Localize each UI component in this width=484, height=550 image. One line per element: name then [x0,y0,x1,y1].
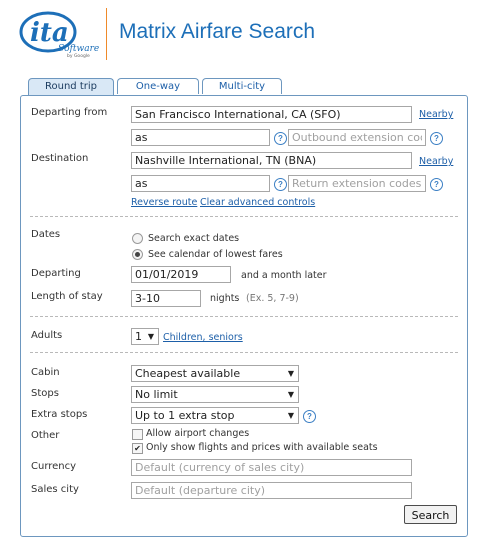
extra-stops-label: Extra stops [31,409,88,420]
help-icon-outbound-ext[interactable]: ? [430,132,443,145]
return-ext-code-input[interactable] [131,175,270,192]
chevron-down-icon: ▼ [287,411,294,420]
stops-label: Stops [31,388,59,399]
section-divider [30,316,458,317]
cabin-label: Cabin [31,367,60,378]
children-seniors-link[interactable]: Children, seniors [163,332,243,343]
departing-range-text: and a month later [241,270,327,281]
sales-city-label: Sales city [31,484,79,495]
adults-value: 1 [135,330,142,343]
logo-sub: Software [58,44,100,54]
help-icon-extra-stops[interactable]: ? [303,410,316,423]
currency-input[interactable] [131,459,412,476]
destination-label: Destination [31,153,89,164]
return-extension-codes-input[interactable] [288,175,426,192]
extra-stops-value: Up to 1 extra stop [135,409,235,422]
dates-label: Dates [31,229,61,240]
cabin-value: Cheapest available [135,367,241,380]
outbound-ext-code-input[interactable] [131,129,270,146]
tab-multi-city[interactable]: Multi-city [202,78,282,94]
page-title: Matrix Airfare Search [119,20,316,43]
section-divider [30,216,458,217]
ita-software-logo [18,10,100,59]
chevron-down-icon: ▼ [147,332,154,341]
nearby-destination-link[interactable]: Nearby [419,156,454,167]
clear-advanced-controls-link[interactable]: Clear advanced controls [200,197,316,208]
chevron-down-icon: ▼ [287,390,294,399]
exact-dates-label: Search exact dates [148,233,240,244]
extra-stops-select[interactable] [131,407,299,424]
section-divider [30,352,458,353]
tab-round-trip[interactable]: Round trip [28,78,114,95]
logo-divider [106,8,107,60]
departing-from-label: Departing from [31,107,108,118]
departing-label: Departing [31,268,81,279]
adults-select[interactable] [131,328,159,345]
chevron-down-icon: ▼ [287,369,294,378]
departing-from-input[interactable] [131,106,412,123]
logo-word: ita [30,18,69,48]
allow-airport-changes-label: Allow airport changes [146,428,250,439]
stops-select[interactable] [131,386,299,403]
sales-city-input[interactable] [131,482,412,499]
nights-label: nights [210,293,240,304]
nearby-origin-link[interactable]: Nearby [419,109,454,120]
only-available-seats-label: Only show flights and prices with available seats [146,442,378,453]
cabin-select[interactable] [131,365,299,382]
logo-by: by Google [67,54,90,59]
help-icon-return-ext[interactable]: ? [430,178,443,191]
radio-exact-dates[interactable] [132,233,143,244]
reverse-route-link[interactable]: Reverse route [131,197,198,208]
help-icon-return-code[interactable]: ? [274,178,287,191]
allow-airport-changes-checkbox[interactable] [132,429,143,440]
destination-input[interactable] [131,152,412,169]
tab-one-way[interactable]: One-way [117,78,199,94]
length-of-stay-hint: (Ex. 5, 7-9) [246,293,299,304]
outbound-extension-codes-input[interactable] [288,129,426,146]
only-available-seats-checkbox[interactable]: ✔ [132,443,143,454]
currency-label: Currency [31,461,77,472]
help-icon-outbound-code[interactable]: ? [274,132,287,145]
calendar-lowest-fares-label: See calendar of lowest fares [148,249,283,260]
stops-value: No limit [135,388,178,401]
search-button[interactable]: Search [404,505,457,524]
other-label: Other [31,430,60,441]
length-of-stay-input[interactable] [131,290,201,307]
radio-calendar-lowest-fares[interactable] [132,249,143,260]
length-of-stay-label: Length of stay [31,291,103,302]
adults-label: Adults [31,330,63,341]
departing-date-input[interactable] [131,266,231,283]
